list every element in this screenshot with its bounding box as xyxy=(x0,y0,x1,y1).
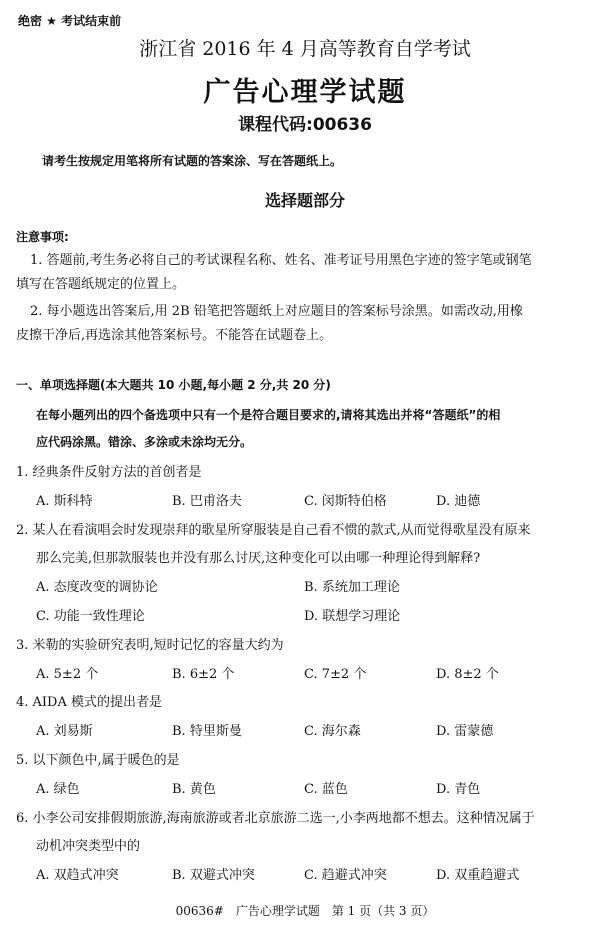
question-stem: 3. 米勒的实验研究表明,短时记忆的容量大约为 xyxy=(16,638,284,653)
subject-title: 广告心理学试题 xyxy=(203,77,407,108)
option-b: B. 双避式冲突 xyxy=(172,868,255,883)
option-a: A. 刘易斯 xyxy=(36,724,93,739)
question-stem: 2. 某人在看演唱会时发现崇拜的歌星所穿服装是自己看不惯的款式,从而觉得歌星没有原来 xyxy=(16,523,531,538)
notice-item-2-line-2: 皮擦干净后,再选涂其他答案标号。不能答在试题卷上。 xyxy=(16,328,333,343)
section-heading: 选择题部分 xyxy=(264,191,345,210)
option-c: C. 海尔森 xyxy=(304,724,361,739)
option-c: C. 闵斯特伯格 xyxy=(304,494,387,509)
option-c: C. 功能一致性理论 xyxy=(36,609,145,624)
option-c: C. 趋避式冲突 xyxy=(304,868,387,883)
part-one-desc-line-2: 应代码涂黑。错涂、多涂或未涂均无分。 xyxy=(36,435,253,449)
option-d: D. 雷蒙德 xyxy=(436,724,494,739)
option-b: B. 特里斯曼 xyxy=(172,724,242,739)
option-a: A. 5±2 个 xyxy=(36,667,99,682)
notice-item-1-line-2: 填写在答题纸规定的位置上。 xyxy=(16,277,186,292)
option-b: B. 黄色 xyxy=(172,782,216,797)
notice-item-1-line-1: 1. 答题前,考生务必将自己的考试课程名称、姓名、准考证号用黑色字迹的签字笔或钢笔 xyxy=(30,253,532,268)
option-b: B. 系统加工理论 xyxy=(304,580,400,595)
option-d: D. 8±2 个 xyxy=(436,667,499,682)
question-stem: 6. 小李公司安排假期旅游,海南旅游或者北京旅游二选一,小李两地都不想去。这种情况属于 xyxy=(16,811,535,826)
answer-instruction: 请考生按规定用笔将所有试题的答案涂、写在答题纸上。 xyxy=(42,154,343,168)
question-stem: 4. AIDA 模式的提出者是 xyxy=(16,695,163,710)
option-a: A. 双趋式冲突 xyxy=(36,868,119,883)
question-stem-continued: 那么完美,但那款服装也并没有那么讨厌,这种变化可以由哪一种理论得到解释? xyxy=(36,551,481,566)
part-one-title: 一、单项选择题(本大题共 10 小题,每小题 2 分,共 20 分) xyxy=(16,378,331,392)
notice-title: 注意事项: xyxy=(16,230,69,244)
question-stem: 5. 以下颜色中,属于暖色的是 xyxy=(16,753,180,768)
question-stem: 1. 经典条件反射方法的首创者是 xyxy=(16,465,202,480)
option-c: C. 蓝色 xyxy=(304,782,348,797)
option-d: D. 双重趋避式 xyxy=(436,868,520,883)
option-d: D. 迪德 xyxy=(436,494,481,509)
confidential-note: 绝密 ★ 考试结束前 xyxy=(18,14,122,28)
option-a: A. 斯科特 xyxy=(36,494,93,509)
option-d: D. 联想学习理论 xyxy=(304,609,401,624)
option-a: A. 态度改变的调协论 xyxy=(36,580,158,595)
notice-item-2-line-1: 2. 每小题选出答案后,用 2B 铅笔把答题纸上对应题目的答案标号涂黑。如需改动,用橡 xyxy=(30,304,523,319)
option-c: C. 7±2 个 xyxy=(304,667,367,682)
part-one-desc-line-1: 在每小题列出的四个备选项中只有一个是符合题目要求的,请将其选出并将“答题纸”的相 xyxy=(36,408,501,422)
option-b: B. 巴甫洛夫 xyxy=(172,494,242,509)
course-code: 课程代码:00636 xyxy=(238,115,372,135)
option-b: B. 6±2 个 xyxy=(172,667,235,682)
question-stem-continued: 动机冲突类型中的 xyxy=(36,839,141,854)
exam-title: 浙江省 2016 年 4 月高等教育自学考试 xyxy=(139,38,471,60)
option-d: D. 青色 xyxy=(436,782,481,797)
option-a: A. 绿色 xyxy=(36,782,80,797)
page-footer: 00636# 广告心理学试题 第 1 页（共 3 页） xyxy=(175,904,435,918)
